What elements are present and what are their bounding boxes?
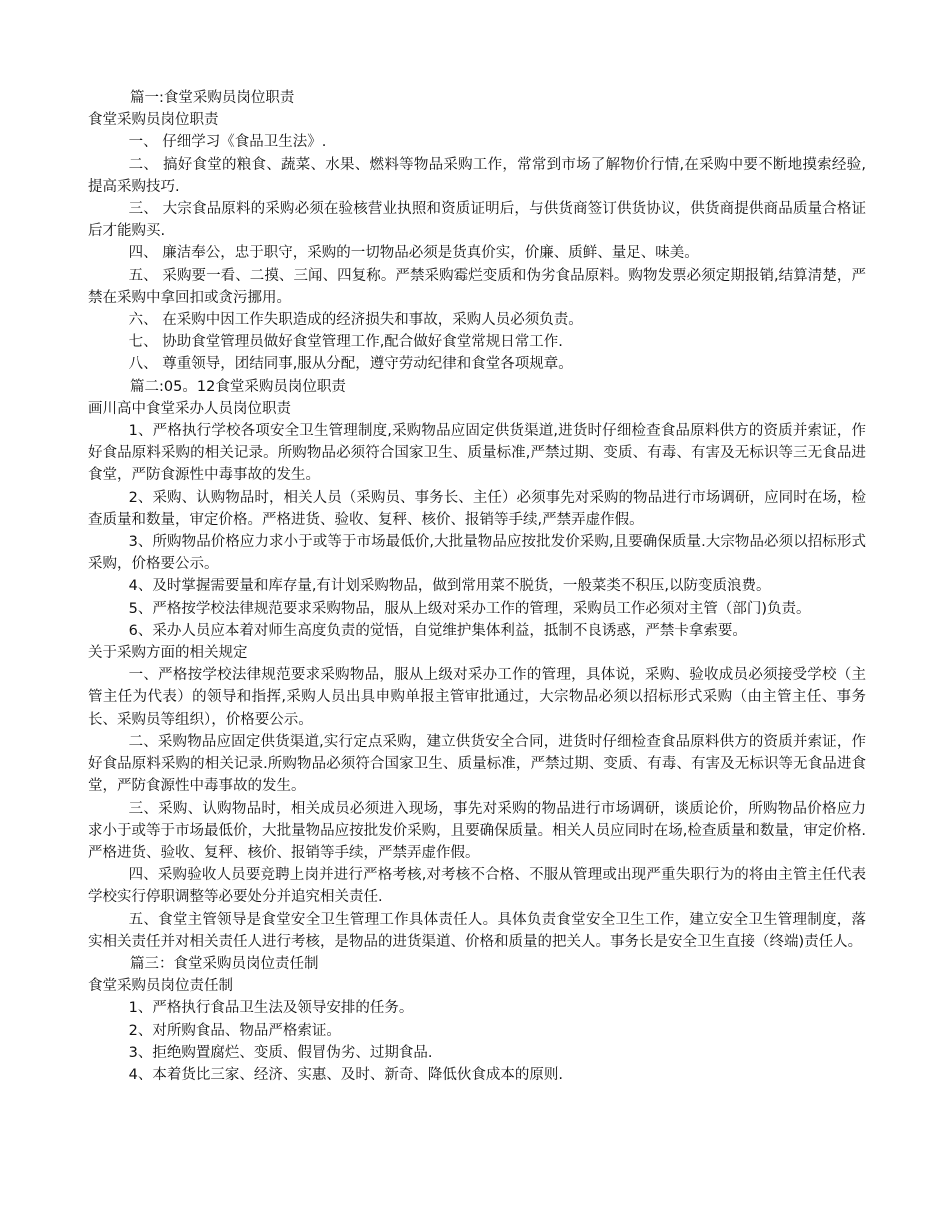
part2-regulation-item: 五、食堂主管领导是食堂安全卫生管理工作具体责任人。具体负责食堂安全卫生工作，建立安全卫生管理制度，落实相关责任并对相关责任人进行考核，是物品的进货渠道、价格和质量的把关人。事务长是安全卫生直接（终端)责任人。	[88, 911, 866, 950]
part3-item: 3、拒绝购置腐烂、变质、假冒伪劣、过期食品.	[128, 1044, 433, 1061]
part2-item: 2、采购、认购物品时，相关人员（采购员、事务长、主任）必须事先对采购的物品进行市场调研，应同时在场，检查质量和数量，审定价格。严格进货、验收、复秤、核价、报销等手续,严禁弄虚作假。	[88, 489, 866, 528]
part1-item: 七、 协助食堂管理员做好食堂管理工作,配合做好食堂常规日常工作.	[128, 334, 563, 351]
part2-item: 1、严格执行学校各项安全卫生管理制度,采购物品应固定供货渠道,进货时仔细检查食品原料供方的资质并索证，作好食品原料采购的相关记录。所购物品必须符合国家卫生、质量标准,严禁过期、变质、有毒、有害及无标识等三无食品进食堂，严防食源性中毒事故的发生。	[88, 423, 866, 484]
part2-regulation-item: 四、采购验收人员要竞聘上岗并进行严格考核,对考核不合格、不服从管理或出现严重失职行为的将由主管主任代表学校实行停职调整等必要处分并追究相关责任.	[88, 867, 866, 906]
part1-item: 一、 仔细学习《食品卫生法》.	[128, 134, 327, 151]
part2-title: 篇二:05。12食堂采购员岗位职责	[130, 378, 346, 395]
part2-subtitle: 画川高中食堂采办人员岗位职责	[88, 400, 291, 417]
part3-item: 1、严格执行食品卫生法及领导安排的任务。	[128, 1000, 414, 1017]
part3-title: 篇三：食堂采购员岗位责任制	[130, 955, 319, 972]
part1-item: 八、 尊重领导，团结同事,服从分配，遵守劳动纪律和食堂各项规章。	[128, 356, 573, 373]
part2-regulation-item: 三、采购、认购物品时，相关成员必须进入现场，事先对采购的物品进行市场调研，谈质论价，所购物品价格应力求小于或等于市场最低价，大批量物品应按批发价采购，且要确保质量。相关人员应同时在场,检查质量和数量，审定价格.严格进货、验收、复秤、核价、报销等手续，严禁弄虚作假。	[88, 800, 866, 861]
part2-item: 4、及时掌握需要量和库存量,有计划采购物品，做到常用菜不脱货，一般菜类不积压,以防变质浪费。	[128, 578, 771, 595]
part1-item: 六、 在采购中因工作失职造成的经济损失和事故，采购人员必须负责。	[128, 312, 583, 329]
part2-regulation-item: 二、采购物品应固定供货渠道,实行定点采购，建立供货安全合同，进货时仔细检查食品原料供方的资质并索证，作好食品原料采购的相关记录.所购物品必须符合国家卫生、质量标准，严禁过期、变质、有毒、有害及无标识等无食品进食堂，严防食源性中毒事故的发生。	[88, 733, 866, 795]
part1-item: 五、 采购要一看、二摸、三闻、四复称。严禁采购霉烂变质和伪劣食品原料。购物发票必须定期报销,结算清楚，严禁在采购中拿回扣或贪污挪用。	[88, 267, 866, 306]
part1-title: 篇一:食堂采购员岗位职责	[130, 90, 295, 106]
part2-item: 5、严格按学校法律规范要求采购物品，服从上级对采办工作的管理，采购员工作必须对主管（部门)负责。	[128, 600, 811, 617]
part1-item: 四、 廉洁奉公，忠于职守，采购的一切物品必须是货真价实，价廉、质鲜、量足、味美。	[128, 245, 699, 262]
part3-subtitle: 食堂采购员岗位责任制	[88, 978, 233, 995]
part1-subtitle: 食堂采购员岗位职责	[88, 112, 219, 129]
part3-item: 4、本着货比三家、经济、实惠、及时、新奇、降低伙食成本的原则.	[128, 1066, 563, 1083]
part2-regulation-item: 一、严格按学校法律规范要求采购物品，服从上级对采办工作的管理，具体说，采购、验收成员必须接受学校（主管主任为代表）的领导和指挥,采购人员出具申购单报主管审批通过，大宗物品必须以招标形式采购（由主管主任、事务长、采购员等组织），价格要公示。	[88, 667, 866, 728]
part2-subtitle-regulations: 关于采购方面的相关规定	[88, 645, 248, 662]
part2-item: 3、所购物品价格应力求小于或等于市场最低价,大批量物品应按批发价采购,且要确保质量.大宗物品必须以招标形式采购，价格要公示。	[88, 534, 866, 573]
part1-item: 二、 搞好食堂的粮食、蔬菜、水果、燃料等物品采购工作，常常到市场了解物价行情,在采购中要不断地摸索经验,提高采购技巧.	[88, 156, 866, 195]
part3-item: 2、对所购食品、物品严格索证。	[128, 1022, 341, 1039]
part1-item: 三、 大宗食品原料的采购必须在验核营业执照和资质证明后，与供货商签订供货协议，供货商提供商品质量合格证后才能购买.	[88, 201, 866, 240]
part2-item: 6、采办人员应本着对师生高度负责的觉悟，自觉维护集体利益，抵制不良诱惑，严禁卡拿索要。	[128, 622, 747, 639]
